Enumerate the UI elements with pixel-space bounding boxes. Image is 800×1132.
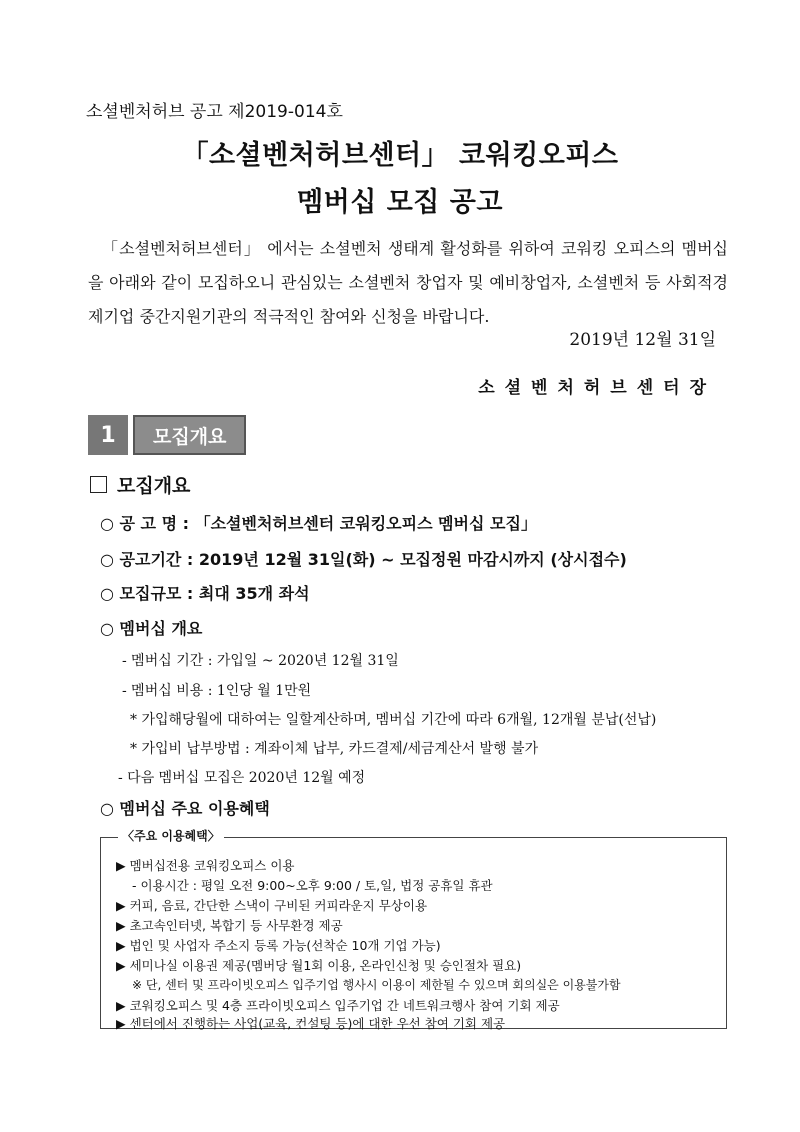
item-membership-benefits: ○ 멤버십 주요 이용혜택 (100, 799, 270, 818)
benefit-item: ▶ 법인 및 사업자 주소지 등록 가능(선착순 10개 기업 가능) (116, 938, 441, 953)
page-subtitle: 멤버십 모집 공고 (297, 187, 503, 218)
item-recruit-scale: ○ 모집규모 : 최대 35개 좌석 (100, 584, 310, 603)
overview-line: - 다음 멤버십 모집은 2020년 12월 예정 (118, 770, 366, 786)
benefit-box-legend: 〈주요 이용혜택〉 (118, 827, 224, 844)
benefit-item: ▶ 커피, 음료, 간단한 스낵이 구비된 커피라운지 무상이용 (116, 898, 428, 913)
benefit-item: - 이용시간 : 평일 오전 9:00~오후 9:00 / 토,일, 법정 공휴일 휴관 (132, 878, 493, 893)
intro-paragraph: 「소셜벤처허브센터」 에서는 소셜벤처 생태계 활성화를 위하여 코워킹 오피스의 멤버십을 아래와 같이 모집하오니 관심있는 소셜벤처 창업자 및 예비창업자, 소셜벤처 등 사회적경제기업 중간지원기관의 적극적인 참여와 신청을 바랍니다. (88, 239, 728, 326)
section-number: 1 (88, 415, 128, 455)
benefit-item: ▶ 코워킹오피스 및 4층 프라이빗오피스 입주기업 간 네트워크행사 참여 기회 제공 (116, 998, 560, 1013)
item-notice-period: ○ 공고기간 : 2019년 12월 31일(화) ~ 모집정원 마감시까지 (상시접수) (100, 550, 627, 569)
item-notice-name: ○ 공 고 명 : 「소셜벤처허브센터 코워킹오피스 멤버십 모집」 (100, 514, 537, 533)
section-title: 모집개요 (133, 415, 246, 455)
subsection-heading (90, 471, 190, 498)
subsection-title: 모집개요 (117, 475, 191, 497)
benefit-item: ▶ 멤버십전용 코워킹오피스 이용 (116, 858, 295, 873)
overview-line: - 멤버십 비용 : 1인당 월 1만원 (122, 683, 312, 699)
checkbox-icon (90, 476, 107, 493)
notice-date: 2019년 12월 31일 (569, 330, 716, 350)
benefit-item: ▶ 세미나실 이용권 제공(멤버당 월1회 이용, 온라인신청 및 승인절차 필요) (116, 958, 522, 973)
overview-line: - 멤버십 기간 : 가입일 ~ 2020년 12월 31일 (122, 653, 399, 669)
overview-line: * 가입비 납부방법 : 계좌이체 납부, 카드결제/세금계산서 발행 불가 (130, 741, 539, 757)
page-title: 「소셜벤처허브센터」 코워킹오피스 (181, 140, 619, 171)
notice-number: 소셜벤처허브 공고 제2019-014호 (86, 102, 343, 122)
item-membership-overview: ○ 멤버십 개요 (100, 619, 203, 638)
benefit-item: ▶ 센터에서 진행하는 사업(교육, 컨설팅 등)에 대한 우선 참여 기회 제공 (116, 1016, 506, 1031)
benefit-item: ※ 단, 센터 및 프라이빗오피스 입주기업 행사시 이용이 제한될 수 있으며 회의실은 이용불가함 (132, 978, 621, 992)
signature: 소셜벤처허브센터장 (478, 378, 716, 398)
benefit-item: ▶ 초고속인터넷, 복합기 등 사무환경 제공 (116, 918, 343, 933)
overview-line: * 가입해당월에 대하여는 일할계산하며, 멤버십 기간에 따라 6개월, 12개월 분납(선납) (130, 712, 657, 728)
